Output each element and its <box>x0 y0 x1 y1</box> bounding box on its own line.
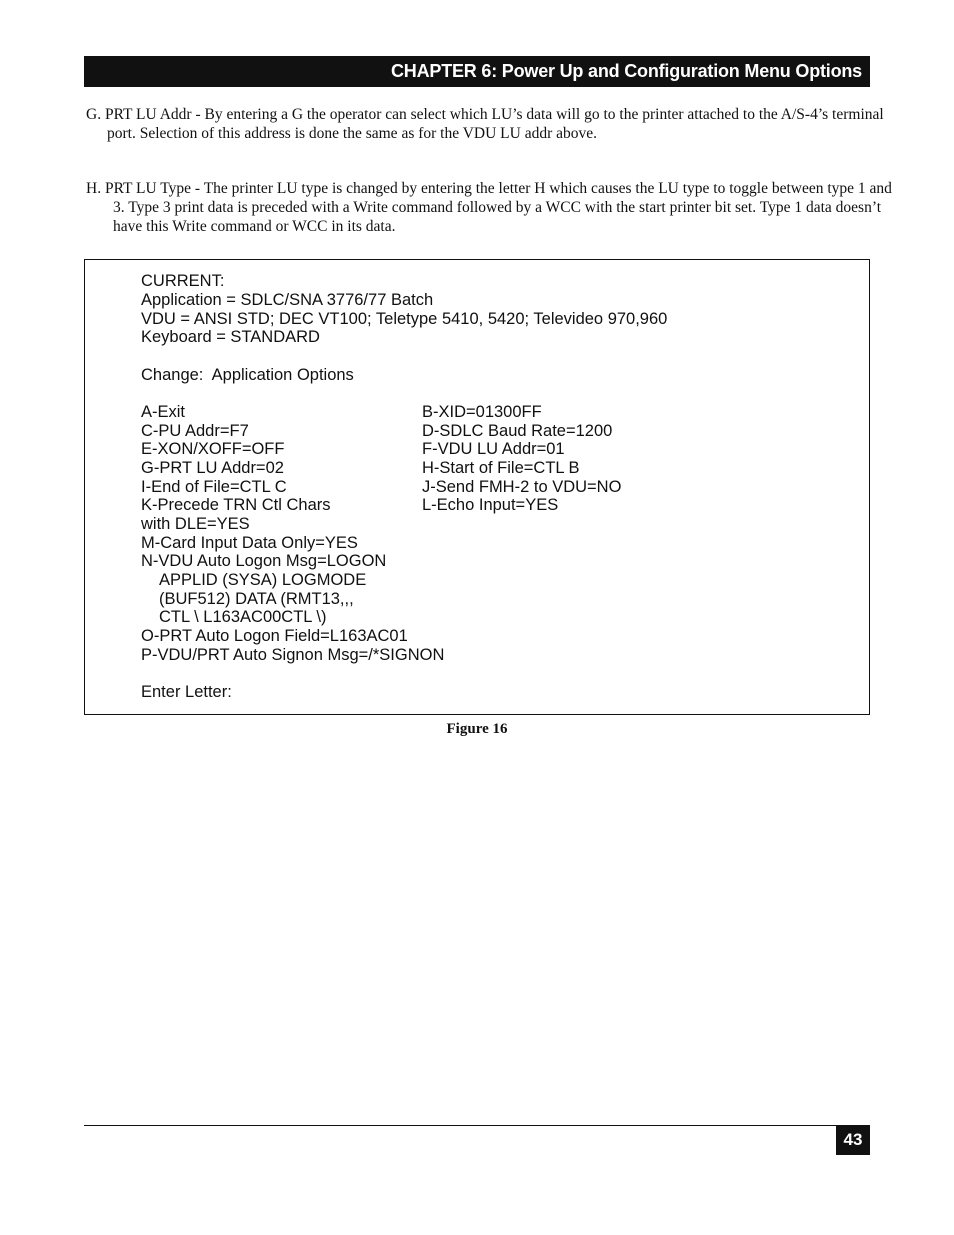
menu-option-n-continuation: CTL \ L163AC00CTL \) <box>159 608 327 626</box>
menu-option-n: N-VDU Auto Logon Msg=LOGON <box>141 552 387 570</box>
screen-application: Application = SDLC/SNA 3776/77 Batch <box>141 291 434 309</box>
menu-option-f: F-VDU LU Addr=01 <box>422 440 565 458</box>
menu-option-l: L-Echo Input=YES <box>422 496 559 514</box>
screen-keyboard: Keyboard = STANDARD <box>141 328 320 346</box>
menu-option-i: I-End of File=CTL C <box>141 477 287 496</box>
menu-option-p: P-VDU/PRT Auto Signon Msg=/*SIGNON <box>141 645 445 664</box>
menu-option-m: M-Card Input Data Only=YES <box>141 533 358 552</box>
menu-option-c: C-PU Addr=F7 <box>141 421 249 440</box>
terminal-screen-figure <box>84 259 870 715</box>
screen-change-heading: Change: Application Options <box>141 365 354 384</box>
menu-option-j: J-Send FMH-2 to VDU=NO <box>422 477 622 496</box>
paragraph-prt-lu-addr: G. PRT LU Addr - By entering a G the operator can select which LU’s data will go to the printer attached to the A/S-4’s terminal port. Selection of this address is done the same as for the VDU LU addr above. <box>86 106 884 142</box>
menu-option-g: G-PRT LU Addr=02 <box>141 459 284 477</box>
menu-option-a: A-Exit <box>141 403 186 421</box>
screen-current-label: CURRENT: <box>141 272 225 290</box>
paragraph-prt-lu-type: H. PRT LU Type - The printer LU type is changed by entering the letter H which causes the LU type to toggle between type 1 and 3. Type 3 print data is preceded with a Write command followed by a WCC with the start printer bit set. Type 1 data doesn’t have this Write command or WCC in its data. <box>86 180 892 235</box>
chapter-header: CHAPTER 6: Power Up and Configuration Menu Options <box>84 56 870 87</box>
menu-option-b: B-XID=01300FF <box>422 403 542 421</box>
screen-vdu: VDU = ANSI STD; DEC VT100; Teletype 5410, 5420; Televideo 970,960 <box>141 309 668 328</box>
menu-option-n-continuation: APPLID (SYSA) LOGMODE <box>159 571 367 589</box>
figure-caption: Figure 16 <box>446 721 508 737</box>
menu-option-h: H-Start of File=CTL B <box>422 459 580 477</box>
enter-letter-prompt: Enter Letter: <box>141 683 232 701</box>
menu-option-k-continuation: with DLE=YES <box>141 515 250 533</box>
footer-rule <box>84 1125 870 1126</box>
menu-option-k: K-Precede TRN Ctl Chars <box>141 496 331 514</box>
menu-option-d: D-SDLC Baud Rate=1200 <box>422 421 613 440</box>
page-number: 43 <box>836 1125 870 1155</box>
menu-option-n-continuation: (BUF512) DATA (RMT13,,, <box>159 589 354 608</box>
menu-option-e: E-XON/XOFF=OFF <box>141 440 285 458</box>
menu-option-o: O-PRT Auto Logon Field=L163AC01 <box>141 627 408 645</box>
